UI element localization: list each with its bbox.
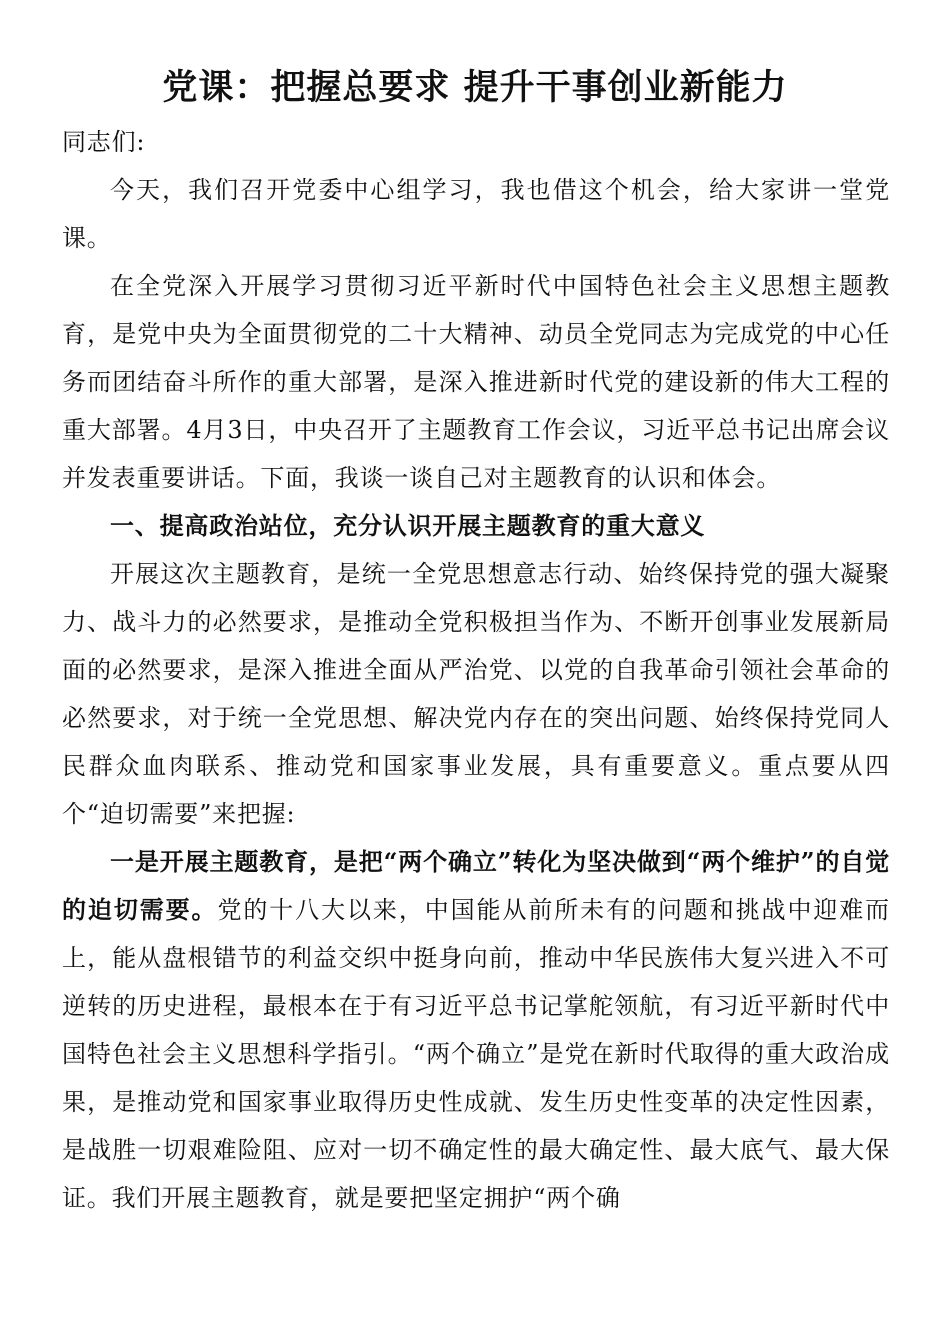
paragraph-opening: 今天，我们召开党委中心组学习，我也借这个机会，给大家讲一堂党课。 xyxy=(62,176,890,252)
paragraph-significance: 开展这次主题教育，是统一全党思想意志行动、始终保持党的强大凝聚力、战斗力的必然要求，是推动全党积极担当作为、不断开创事业发展新局面的必然要求，是深入推进全面从严治党、以党的自我革命引领社会革命的必然要求，对于统一全党思想、解决党内存在的突出问题、始终保持党同人民群众血肉联系、推动党和国家事业发展，具有重要意义。重点要从四个“迫切需要”来把握: xyxy=(62,560,890,828)
section-heading-1: 一、提高政治站位，充分认识开展主题教育的重大意义 xyxy=(110,512,706,540)
document-body xyxy=(62,118,890,1222)
paragraph-background: 在全党深入开展学习贯彻习近平新时代中国特色社会主义思想主题教育，是党中央为全面贯彻党的二十大精神、动员全党同志为完成党的中心任务而团结奋斗所作的重大部署，是深入推进新时代党的建设新的伟大工程的重大部署。4月3日，中央召开了主题教育工作会议，习近平总书记出席会议并发表重要讲话。下面，我谈一谈自己对主题教育的认识和体会。 xyxy=(62,272,890,492)
point-one-body: 党的十八大以来，中国能从前所未有的问题和挑战中迎难而上，能从盘根错节的利益交织中挺身向前，推动中华民族伟大复兴进入不可逆转的历史进程，最根本在于有习近平总书记掌舵领航，有习近平新时代中国特色社会主义思想科学指引。“两个确立”是党在新时代取得的重大政治成果，是推动党和国家事业取得历史性成就、发生历史性变革的决定性因素，是战胜一切艰难险阻、应对一切不确定性的最大确定性、最大底气、最大保证。我们开展主题教育，就是要把坚定拥护“两个确 xyxy=(62,896,890,1212)
page-title: 党课：把握总要求 提升干事创业新能力 xyxy=(162,67,788,108)
point-one-lead: 一是开展主题教育，是把“两个确立”转化为坚决做到“两个维护”的自觉的迫切需要。 xyxy=(62,847,890,924)
salutation: 同志们: xyxy=(62,128,146,156)
paragraph-point-one xyxy=(62,838,890,1222)
